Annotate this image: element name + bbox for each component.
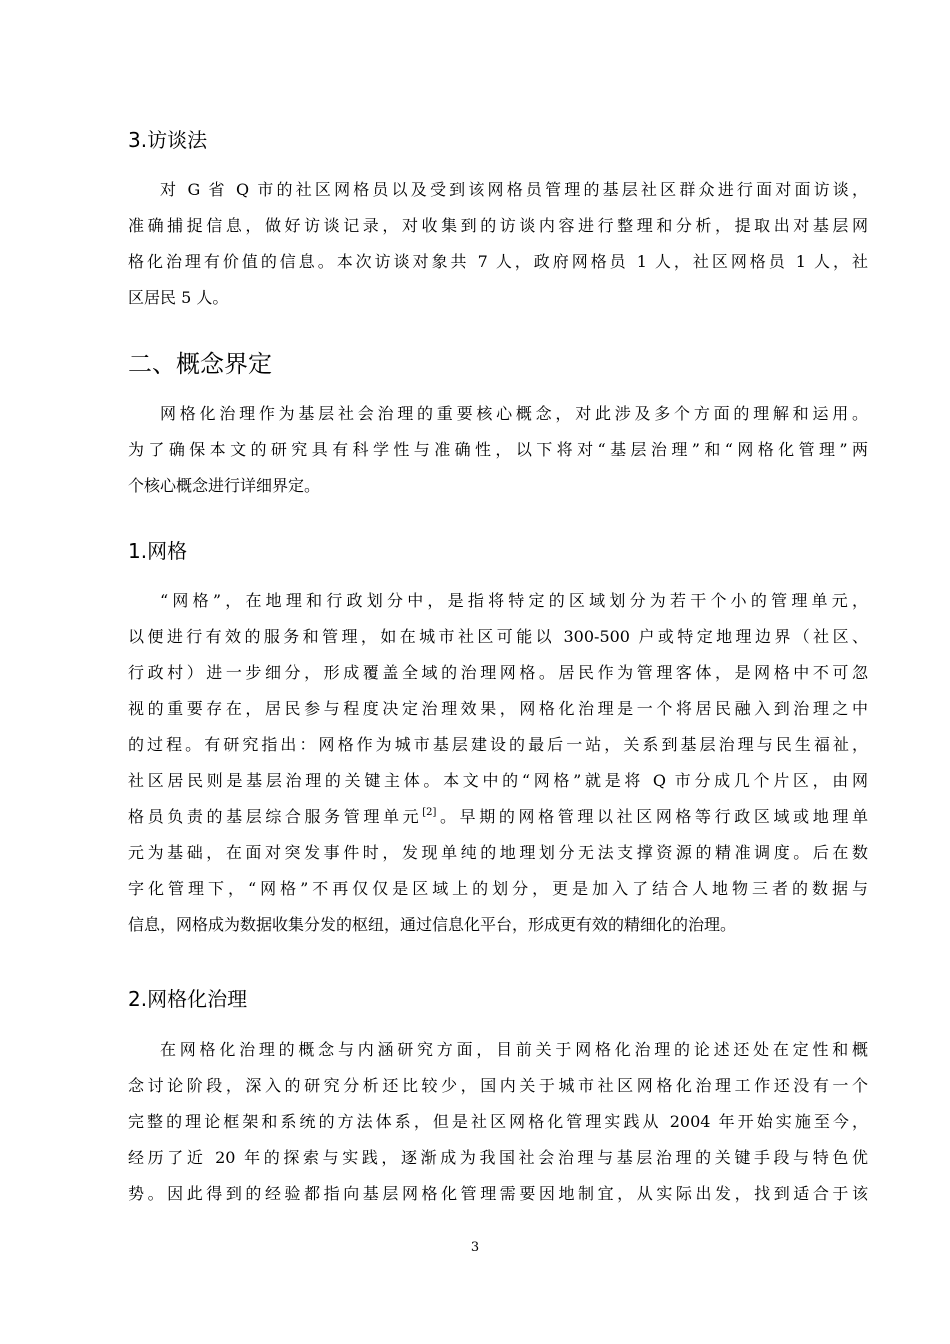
- text-line: 行政村）进一步细分，形成覆盖全域的治理网格。居民作为管理客体，是网格中不可忽: [128, 663, 868, 682]
- citation-reference: [2]: [422, 807, 437, 818]
- text-line: 网格化治理作为基层社会治理的重要核心概念，对此涉及多个方面的理解和运用。: [160, 404, 868, 423]
- section-heading-grid: 1.网格: [128, 539, 188, 563]
- section-heading-concepts: 二、概念界定: [128, 350, 272, 378]
- text-line: [128, 799, 868, 835]
- text-line: 字化管理下，“网格”不再仅仅是区域上的划分，更是加入了结合人地物三者的数据与: [128, 879, 868, 898]
- text-line: 区居民 5 人。: [128, 288, 229, 307]
- paragraph-grid: [128, 583, 868, 943]
- text-line: 的过程。有研究指出：网格作为城市基层建设的最后一站，关系到基层治理与民生福祉，: [128, 735, 868, 754]
- text-line: 念讨论阶段，深入的研究分析还比较少，国内关于城市社区网格化治理工作还没有一个: [128, 1076, 868, 1095]
- section-heading-interview: 3.访谈法: [128, 128, 208, 152]
- text-line: 个核心概念进行详细界定。: [128, 476, 321, 495]
- paragraph-interview: [128, 172, 868, 316]
- text-line: 视的重要存在，居民参与程度决定治理效果，网格化治理是一个将居民融入到治理之中: [128, 699, 868, 718]
- text-line: 为了确保本文的研究具有科学性与准确性，以下将对“基层治理”和“网格化管理”两: [128, 440, 868, 459]
- text-line: 信息，网格成为数据收集分发的枢纽，通过信息化平台，形成更有效的精细化的治理。: [128, 915, 737, 934]
- text-line: 社区居民则是基层治理的关键主体。本文中的“网格”就是将 Q 市分成几个片区，由网: [128, 771, 868, 790]
- text-line: 元为基础，在面对突发事件时，发现单纯的地理划分无法支撑资源的精准调度。后在数: [128, 843, 868, 862]
- text-line: 准确捕捉信息，做好访谈记录，对收集到的访谈内容进行整理和分析，提取出对基层网: [128, 216, 868, 235]
- text-line: 经历了近 20 年的探索与实践，逐渐成为我国社会治理与基层治理的关键手段与特色优: [128, 1148, 868, 1167]
- paragraph-grid-governance: [128, 1032, 868, 1212]
- section-heading-grid-governance: 2.网格化治理: [128, 987, 248, 1011]
- page-number: 3: [470, 1240, 480, 1255]
- text-line: “网格”，在地理和行政划分中，是指将特定的区域划分为若干个小的管理单元，: [160, 591, 868, 610]
- text-line: 格化治理有价值的信息。本次访谈对象共 7 人，政府网格员 1 人，社区网格员 1 人，社: [128, 252, 868, 271]
- text-line: 势。因此得到的经验都指向基层网格化管理需要因地制宜，从实际出发，找到适合于该: [128, 1184, 868, 1203]
- text-line: 完整的理论框架和系统的方法体系，但是社区网格化管理实践从 2004 年开始实施至今，: [128, 1112, 868, 1131]
- text-run: 格员负责的基层综合服务管理单元: [128, 807, 423, 826]
- text-line: 以便进行有效的服务和管理，如在城市社区可能以 300-500 户或特定地理边界（社区、: [128, 627, 868, 646]
- text-line: 对 G 省 Q 市的社区网格员以及受到该网格员管理的基层社区群众进行面对面访谈，: [160, 180, 868, 199]
- paragraph-concepts: [128, 396, 868, 504]
- text-run: 。早期的网格管理以社区网格等行政区域或地理单: [436, 807, 868, 826]
- text-line: 在网格化治理的概念与内涵研究方面，目前关于网格化治理的论述还处在定性和概: [160, 1040, 868, 1059]
